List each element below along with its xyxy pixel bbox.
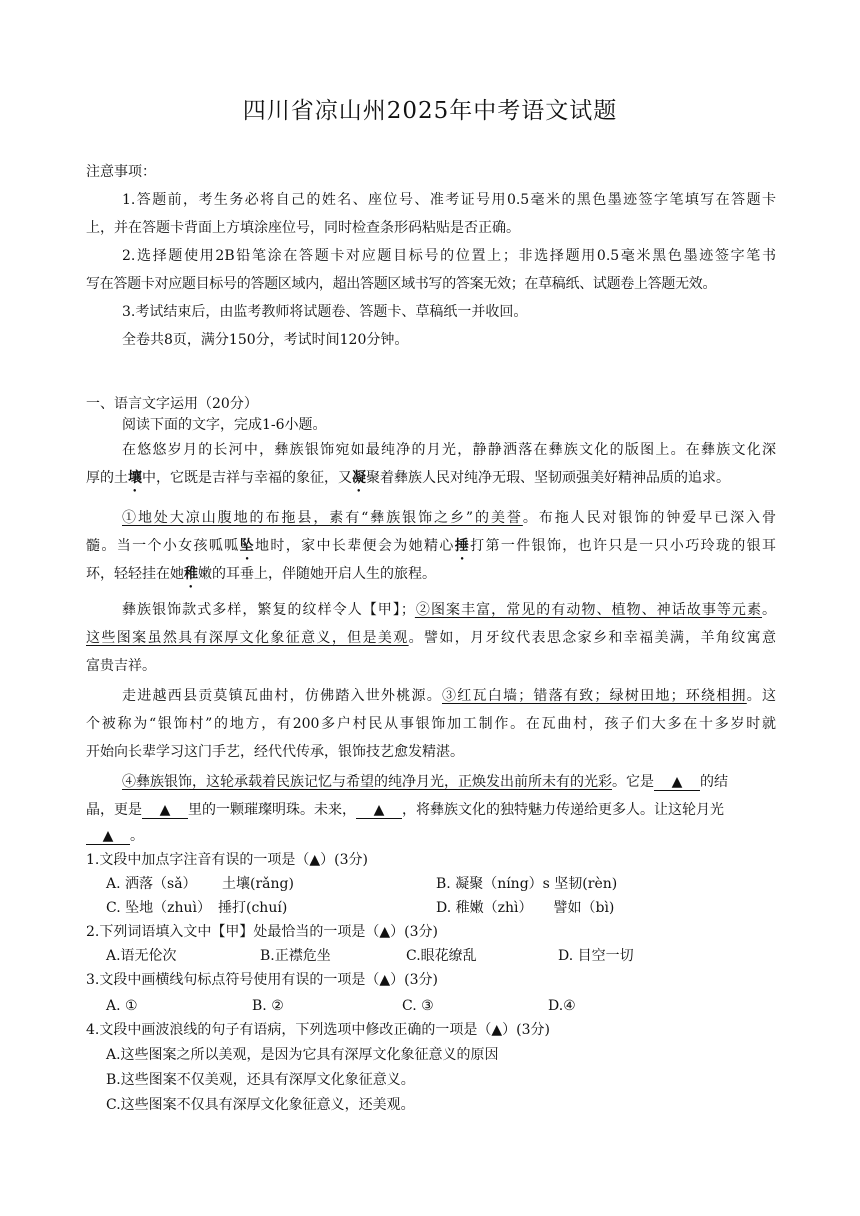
notice-heading: 注意事项：: [86, 164, 156, 180]
notice-item-3: 3.考试结束后，由监考教师将试题卷、答题卡、草稿纸一并收回。: [122, 304, 528, 320]
passage-p1-line-2: 厚的土壤中，它既是吉祥与幸福的象征，又凝聚着彝族人民对纯净无瑕、坚韧顽强美好精神品质的追求。: [86, 470, 730, 486]
section-instruction: 阅读下面的文字，完成1-6小题。: [122, 417, 327, 433]
passage-p3-line-3: 富贵吉祥。: [86, 658, 156, 674]
question-2-option-c: C.眼花缭乱: [406, 948, 477, 964]
answer-blank: ▲: [142, 802, 188, 819]
dotted-char: 稚: [184, 566, 198, 582]
passage-p2-line-3: 环，轻轻挂在她稚嫩的耳垂上，伴随她开启人生的旅程。: [86, 566, 436, 582]
question-2-option-b: B.正襟危坐: [260, 948, 331, 964]
passage-p2-line-2: 髓。当一个小女孩呱呱坠地时，家中长辈便会为她精心捶打第一件银饰，也许只是一只小巧玲珑的银耳: [86, 538, 777, 554]
section-heading: 一、语言文字运用（20分）: [86, 396, 258, 412]
question-3-option-c: C. ③: [402, 998, 434, 1014]
passage-p2-line-1: ①地处大凉山腹地的布拖县，素有“彝族银饰之乡”的美誉。布拖人民对银饰的钟爱早已深入骨: [122, 510, 776, 526]
question-3-option-d: D.④: [548, 998, 576, 1014]
answer-blank: ▲: [654, 774, 700, 791]
underlined-sentence-3: ③红瓦白墙；错落有致；绿树田地；环绕相拥: [442, 688, 747, 704]
question-4-option-c: C.这些图案不仅具有深厚文化象征意义，还美观。: [106, 1097, 415, 1113]
notice-item-1-line-2: 上，并在答题卡背面上方填涂座位号，同时检查条形码粘贴是否正确。: [86, 220, 520, 236]
passage-p4-line-3: 开始向长辈学习这门手艺，经代代传承，银饰技艺愈发精湛。: [86, 744, 464, 760]
passage-p1-line-1: 在悠悠岁月的长河中，彝族银饰宛如最纯净的月光，静静洒落在彝族文化的版图上。在彝族文化深: [122, 442, 776, 458]
passage-p5-line-1: ④彝族银饰，这轮承载着民族记忆与希望的纯净月光，正焕发出前所未有的光彩。它是 ▲ 的结: [122, 774, 728, 790]
question-1-option-c: C. 坠地（zhuì） 捶打(chuí): [106, 900, 288, 916]
passage-p3-line-2: 这些图案虽然具有深厚文化象征意义，但是美观。譬如，月牙纹代表思念家乡和幸福美满，羊角纹寓意: [86, 630, 777, 646]
question-1-option-b: B. 凝聚（níng）s 坚韧(rèn): [436, 876, 618, 892]
underlined-sentence-1: ①地处大凉山腹地的布拖县，素有“彝族银饰之乡”的美誉: [122, 510, 523, 526]
question-2-option-a: A.语无伦次: [106, 948, 177, 964]
dotted-char: 壤: [128, 470, 142, 486]
underlined-sentence-4: ④彝族银饰，这轮承载着民族记忆与希望的纯净月光，正焕发出前所未有的光彩: [122, 774, 612, 790]
notice-summary: 全卷共8页，满分150分，考试时间120分钟。: [122, 332, 409, 348]
notice-item-2-line-2: 写在答题卡对应题目标号的答题区域内，超出答题区域书写的答案无效；在草稿纸、试题卷上答题无效。: [86, 276, 717, 292]
question-4-option-b: B.这些图案不仅美观，还具有深厚文化象征意义。: [106, 1072, 415, 1088]
question-1-option-d: D. 稚嫩（zhì） 譬如（bì): [436, 900, 615, 916]
answer-blank: ▲: [86, 828, 130, 845]
wavy-underlined-sentence: 这些图案虽然具有深厚文化象征意义，但是美观: [86, 630, 409, 646]
passage-p3-line-1: 彝族银饰款式多样，繁复的纹样令人【甲】；②图案丰富，常见的有动物、植物、神话故事等元素。: [122, 602, 777, 618]
notice-item-2-line-1: 2.选择题使用2B铅笔涂在答题卡对应题目标号的位置上；非选择题用0.5毫米黑色墨迹签字笔书: [122, 248, 776, 264]
question-4-option-a: A.这些图案之所以美观，是因为它具有深厚文化象征意义的原因: [106, 1047, 499, 1063]
question-3-option-b: B. ②: [252, 998, 284, 1014]
page-title: 四川省凉山州2025年中考语文试题: [242, 98, 618, 124]
passage-p4-line-1: 走进越西县贡莫镇瓦曲村，仿佛踏入世外桃源。③红瓦白墙；错落有致；绿树田地；环绕相拥。这: [122, 688, 777, 704]
underlined-sentence-2: ②图案丰富，常见的有动物、植物、神话故事等元素: [414, 602, 763, 618]
notice-item-1-line-1: 1.答题前，考生务必将自己的姓名、座位号、准考证号用0.5毫米的黑色墨迹签字笔填写在答题卡: [122, 192, 776, 208]
answer-blank: ▲: [356, 802, 402, 819]
question-1-stem: 1.文段中加点字注音有误的一项是（▲）(3分): [86, 852, 368, 868]
dotted-char: 捶: [454, 538, 471, 554]
question-3-option-a: A. ①: [106, 998, 138, 1014]
question-4-stem: 4.文段中画波浪线的句子有语病，下列选项中修改正确的一项是（▲）(3分): [86, 1022, 550, 1038]
question-3-stem: 3.文段中画横线句标点符号使用有误的一项是（▲）(3分): [86, 972, 438, 988]
passage-p5-line-3: ▲ 。: [86, 826, 144, 846]
passage-p4-line-2: 个被称为“银饰村”的地方，有200多户村民从事银饰加工制作。在瓦曲村，孩子们大多在十多岁时就: [86, 716, 776, 732]
dotted-char: 坠: [239, 538, 256, 554]
question-2-option-d: D. 目空一切: [558, 948, 634, 964]
question-2-stem: 2.下列词语填入文中【甲】处最恰当的一项是（▲）(3分): [86, 924, 438, 940]
question-1-option-a: A. 洒落（sǎ） 土壤(rǎng): [106, 876, 294, 892]
passage-p5-line-2: 晶，更是 ▲ 里的一颗璀璨明珠。未来， ▲ ，将彝族文化的独特魅力传递给更多人。让这轮月光: [86, 802, 724, 818]
dotted-char: 凝: [352, 470, 366, 486]
